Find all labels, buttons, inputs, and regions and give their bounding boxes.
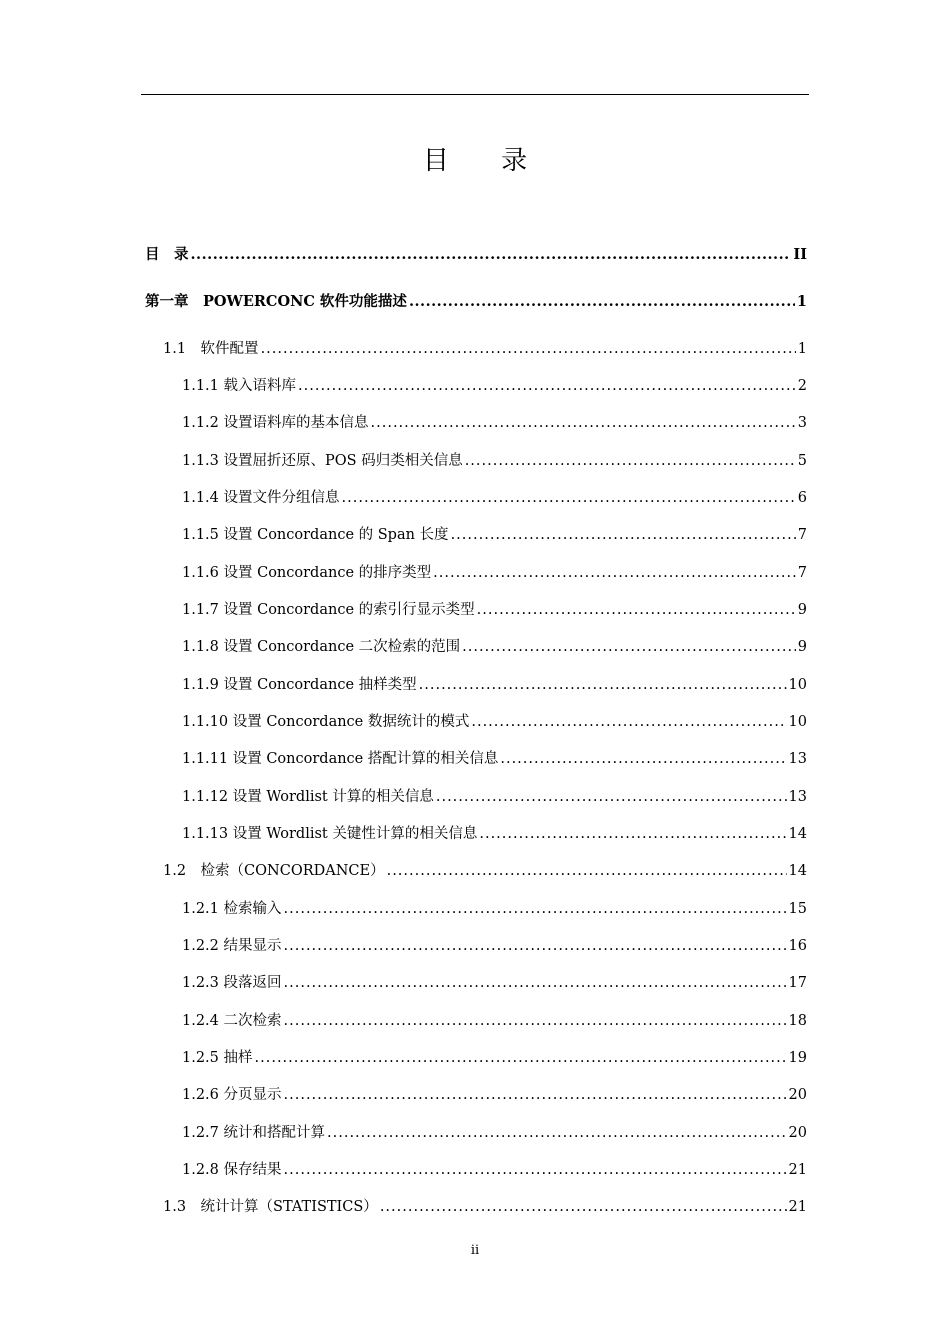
toc-entry[interactable] xyxy=(182,449,807,470)
toc-entry-page: 1 xyxy=(796,293,807,310)
toc-entry-page: 1 xyxy=(797,341,807,357)
toc-entry-page: 13 xyxy=(788,751,807,767)
header-rule xyxy=(141,94,809,95)
toc-entry[interactable] xyxy=(182,971,807,992)
toc-leader-dots xyxy=(387,863,787,879)
toc-leader-dots xyxy=(409,293,795,310)
toc-leader-dots xyxy=(342,490,796,506)
toc-leader-dots xyxy=(284,1162,787,1178)
toc-entry-label: 1.2.3 段落返回 xyxy=(182,975,282,991)
toc-entry-page: 19 xyxy=(788,1050,807,1066)
toc-entry[interactable] xyxy=(182,747,807,768)
toc-entry[interactable] xyxy=(163,1195,807,1216)
toc-entry[interactable] xyxy=(182,673,807,694)
toc-leader-dots xyxy=(261,341,796,357)
toc-entry-page: 10 xyxy=(788,677,807,693)
toc-leader-dots xyxy=(462,639,796,655)
toc-leader-dots xyxy=(284,1087,787,1103)
toc-entry-page: 3 xyxy=(797,415,807,431)
toc-entry[interactable] xyxy=(182,822,807,843)
toc-entry-label: 1.2.1 检索输入 xyxy=(182,901,282,917)
toc-entry-page: 9 xyxy=(797,639,807,655)
toc-entry-label: 目 录 xyxy=(145,246,189,263)
toc-entry-label: 1.1.3 设置屈折还原、POS 码归类相关信息 xyxy=(182,453,463,469)
toc-entry-page: 14 xyxy=(788,863,807,879)
toc-entry-label: 1.2.8 保存结果 xyxy=(182,1162,282,1178)
toc-entry[interactable] xyxy=(182,710,807,731)
toc-entry[interactable] xyxy=(182,1083,807,1104)
toc-entry-page: 6 xyxy=(797,490,807,506)
toc-leader-dots xyxy=(371,415,796,431)
toc-entry-page: 10 xyxy=(788,714,807,730)
toc-entry-page: 18 xyxy=(788,1013,807,1029)
toc-entry[interactable] xyxy=(182,598,807,619)
toc-leader-dots xyxy=(471,714,786,730)
toc-entry-label: 1.2.5 抽样 xyxy=(182,1050,253,1066)
toc-entry[interactable] xyxy=(182,486,807,507)
toc-entry-label: 1.1.11 设置 Concordance 搭配计算的相关信息 xyxy=(182,751,499,767)
toc-entry[interactable] xyxy=(182,1158,807,1179)
toc-entry-label: 1.1 软件配置 xyxy=(163,341,259,357)
toc-entry-page: II xyxy=(793,246,807,263)
toc-leader-dots xyxy=(380,1199,787,1215)
toc-entry-page: 15 xyxy=(788,901,807,917)
toc-leader-dots xyxy=(284,975,787,991)
toc-entry-label: 1.1.10 设置 Concordance 数据统计的模式 xyxy=(182,714,470,730)
toc-leader-dots xyxy=(477,602,796,618)
page-number: ii xyxy=(470,1243,480,1258)
toc-entry-page: 20 xyxy=(788,1125,807,1141)
toc-entry-label: 1.2.7 统计和搭配计算 xyxy=(182,1125,326,1141)
toc-entry-label: 1.1.6 设置 Concordance 的排序类型 xyxy=(182,565,432,581)
toc-leader-dots xyxy=(255,1050,787,1066)
toc-leader-dots xyxy=(284,1013,787,1029)
page-title: 目 录 xyxy=(422,146,550,176)
toc-entry[interactable] xyxy=(182,897,807,918)
toc-entry-label: 第一章 POWERCONC 软件功能描述 xyxy=(145,293,407,310)
toc-entry-page: 7 xyxy=(797,527,807,543)
toc-leader-dots xyxy=(191,246,792,263)
toc-entry[interactable] xyxy=(182,1121,807,1142)
toc-entry-page: 20 xyxy=(788,1087,807,1103)
toc-entry-page: 13 xyxy=(788,789,807,805)
toc-leader-dots xyxy=(479,826,786,842)
toc-leader-dots xyxy=(284,901,787,917)
toc-entry-label: 1.1.12 设置 Wordlist 计算的相关信息 xyxy=(182,789,434,805)
toc-entry[interactable] xyxy=(182,635,807,656)
toc-entry[interactable] xyxy=(182,1046,807,1067)
toc-entry[interactable] xyxy=(163,337,807,358)
toc-entry[interactable] xyxy=(145,290,807,311)
toc-entry[interactable] xyxy=(163,859,807,880)
toc-leader-dots xyxy=(500,751,786,767)
toc-entry-label: 1.1.5 设置 Concordance 的 Span 长度 xyxy=(182,527,449,543)
toc-entry-label: 1.1.9 设置 Concordance 抽样类型 xyxy=(182,677,417,693)
toc-leader-dots xyxy=(465,453,796,469)
toc-entry-label: 1.1.7 设置 Concordance 的索引行显示类型 xyxy=(182,602,475,618)
toc-entry-label: 1.3 统计计算（STATISTICS） xyxy=(163,1199,378,1215)
toc-entry[interactable] xyxy=(182,785,807,806)
toc-leader-dots xyxy=(433,565,796,581)
toc-entry-page: 14 xyxy=(788,826,807,842)
toc-entry[interactable] xyxy=(182,411,807,432)
toc-entry[interactable] xyxy=(145,243,807,264)
toc-entry-label: 1.2.6 分页显示 xyxy=(182,1087,282,1103)
toc-entry-page: 2 xyxy=(797,378,807,394)
toc-leader-dots xyxy=(298,378,796,394)
toc-entry-page: 7 xyxy=(797,565,807,581)
toc-entry[interactable] xyxy=(182,561,807,582)
toc-entry-page: 16 xyxy=(788,938,807,954)
toc-entry[interactable] xyxy=(182,374,807,395)
toc-entry-label: 1.1.4 设置文件分组信息 xyxy=(182,490,340,506)
toc-entry-label: 1.2.2 结果显示 xyxy=(182,938,282,954)
toc-entry-label: 1.1.13 设置 Wordlist 关键性计算的相关信息 xyxy=(182,826,478,842)
toc-leader-dots xyxy=(327,1125,787,1141)
toc-leader-dots xyxy=(284,938,787,954)
toc-entry-page: 9 xyxy=(797,602,807,618)
toc-entry-label: 1.1.8 设置 Concordance 二次检索的范围 xyxy=(182,639,461,655)
toc-entry-label: 1.1.1 载入语料库 xyxy=(182,378,297,394)
toc-leader-dots xyxy=(436,789,787,805)
toc-entry-label: 1.1.2 设置语料库的基本信息 xyxy=(182,415,369,431)
toc-entry-page: 21 xyxy=(788,1199,807,1215)
toc-leader-dots xyxy=(451,527,796,543)
toc-leader-dots xyxy=(419,677,787,693)
toc-entry-page: 17 xyxy=(788,975,807,991)
toc-entry[interactable] xyxy=(182,934,807,955)
toc-entry-label: 1.2 检索（CONCORDANCE） xyxy=(163,863,385,879)
toc-entry-label: 1.2.4 二次检索 xyxy=(182,1013,282,1029)
toc-entry[interactable] xyxy=(182,1009,807,1030)
toc-entry[interactable] xyxy=(182,523,807,544)
toc-entry-page: 21 xyxy=(788,1162,807,1178)
toc-entry-page: 5 xyxy=(797,453,807,469)
